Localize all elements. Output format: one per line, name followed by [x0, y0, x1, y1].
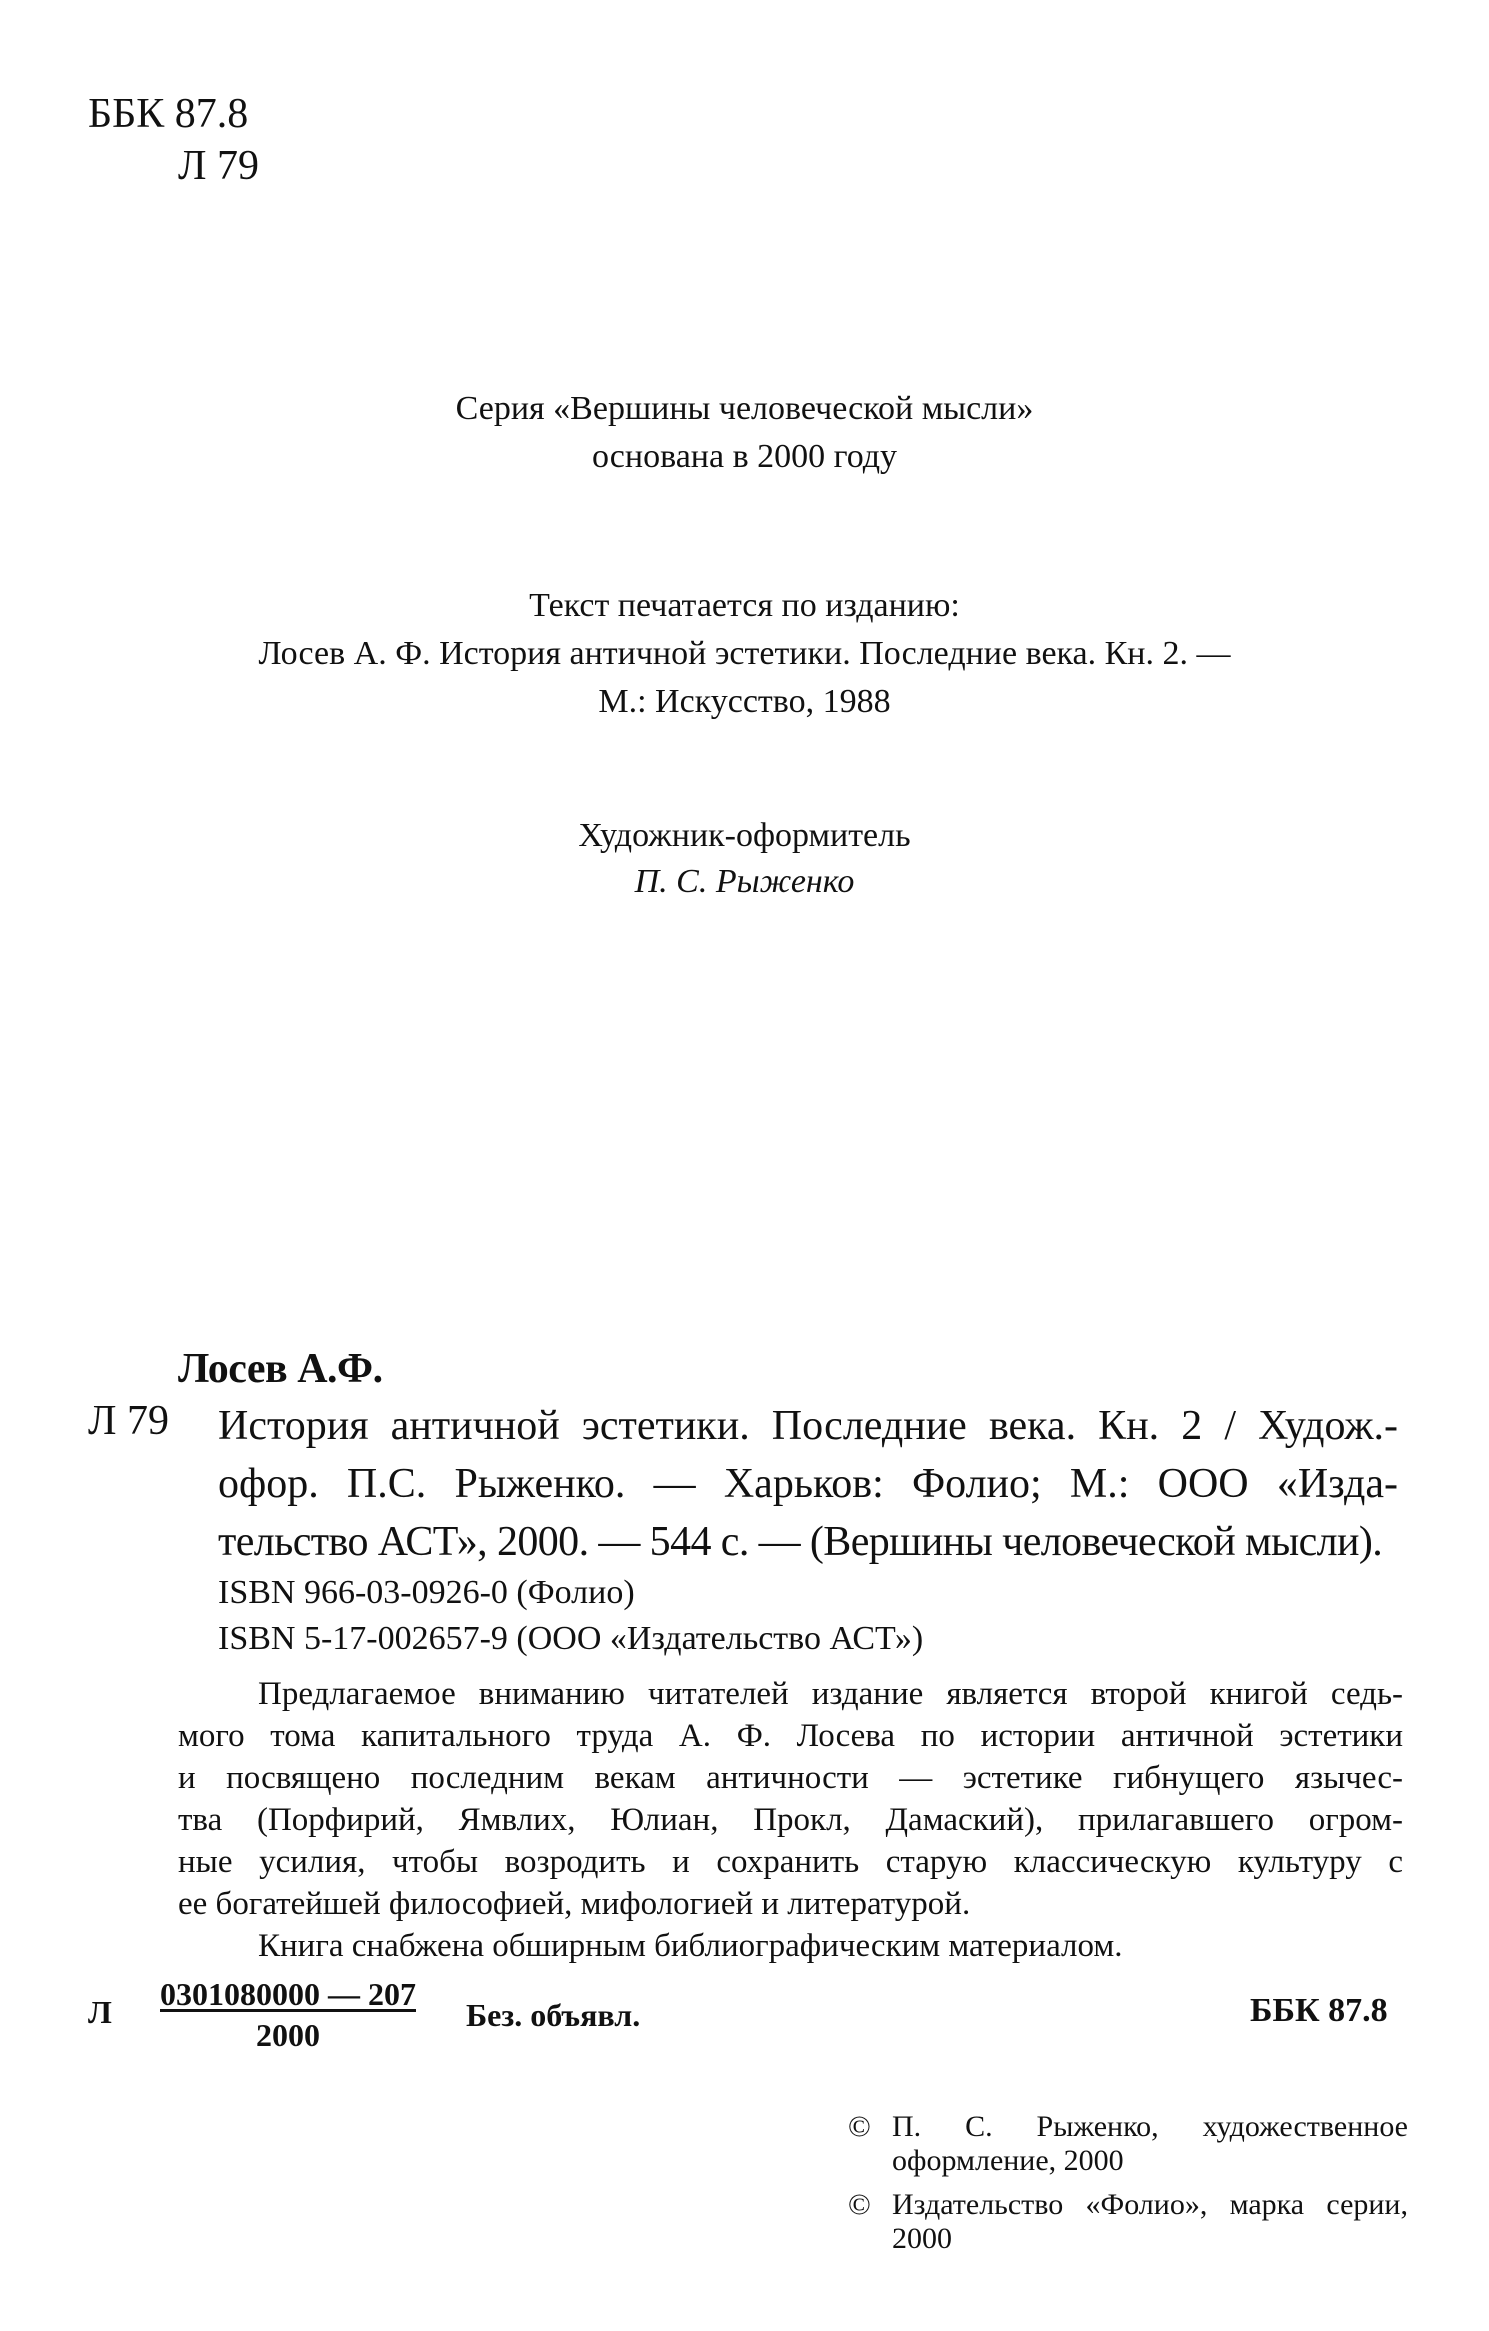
isbn-folio: ISBN 966-03-0926-0 (Фолио) — [218, 1574, 635, 1611]
copyright-entry — [848, 2188, 1408, 2256]
annotation-line: и посвящено последним векам античности — эстетике гибнущего язычес- — [178, 1760, 1403, 1796]
copyright-text: Издательство «Фолио», марка серии, 2000 — [892, 2188, 1408, 2255]
imprint-fraction — [138, 1976, 438, 2054]
copyright-symbol: © — [848, 2188, 871, 2221]
copyright-symbol: © — [848, 2110, 871, 2143]
catalog-code: Л 79 — [88, 1398, 169, 1444]
annotation-line: тва (Порфирий, Ямвлих, Юлиан, Прокл, Дамаский), прилагавшего огром- — [178, 1802, 1403, 1838]
imprint-bbk: ББК 87.8 — [1250, 1992, 1388, 2029]
annotation-line: Предлагаемое вниманию читателей издание является второй книгой седь- — [258, 1676, 1403, 1712]
isbn-ast: ISBN 5-17-002657-9 (ООО «Издательство АСТ») — [218, 1620, 924, 1657]
copyright-entry — [848, 2110, 1408, 2178]
annotation-line: мого тома капитального труда А. Ф. Лосева по истории античной эстетики — [178, 1718, 1403, 1754]
bbk-code: ББК 87.8 — [88, 91, 249, 137]
author-code: Л 79 — [178, 143, 259, 189]
source-line-2: Лосев А. Ф. История античной эстетики. Последние века. Кн. 2. — — [258, 635, 1231, 672]
catalog-description-line: тельство АСТ», 2000. — 544 с. — (Вершины человеческой мысли). — [218, 1519, 1383, 1565]
series-line-2: основана в 2000 году — [591, 438, 898, 475]
catalog-description — [218, 1397, 1398, 1571]
imprint-numerator: 0301080000 — 207 — [160, 1976, 416, 2012]
catalog-description-line: История античной эстетики. Последние века. Кн. 2 / Худож.- — [218, 1403, 1398, 1449]
no-announcement: Без. объявл. — [466, 1997, 641, 2033]
artist-name: П. С. Рыженко — [634, 863, 855, 900]
annotation — [178, 1673, 1403, 1967]
annotation-line: ные усилия, чтобы возродить и сохранить старую классическую культуру с — [178, 1844, 1403, 1880]
artist-role: Художник-оформитель — [578, 817, 911, 854]
source-line-1: Текст печатается по изданию: — [529, 587, 960, 624]
catalog-author: Лосев А.Ф. — [178, 1346, 383, 1392]
annotation-second-paragraph: Книга снабжена обширным библиографическим материалом. — [258, 1928, 1123, 1964]
copyright-text: П. С. Рыженко, художественное оформление, 2000 — [892, 2110, 1408, 2177]
source-line-3: М.: Искусство, 1988 — [598, 683, 891, 720]
imprint-denominator: 2000 — [256, 2017, 320, 2053]
annotation-line: ее богатейшей философией, мифологией и литературой. — [178, 1886, 971, 1922]
series-line-1: Серия «Вершины человеческой мысли» — [455, 390, 1034, 427]
imprint-letter: Л — [88, 1994, 112, 2030]
catalog-description-line: офор. П.С. Рыженко. — Харьков: Фолио; М.: ООО «Изда- — [218, 1461, 1398, 1507]
